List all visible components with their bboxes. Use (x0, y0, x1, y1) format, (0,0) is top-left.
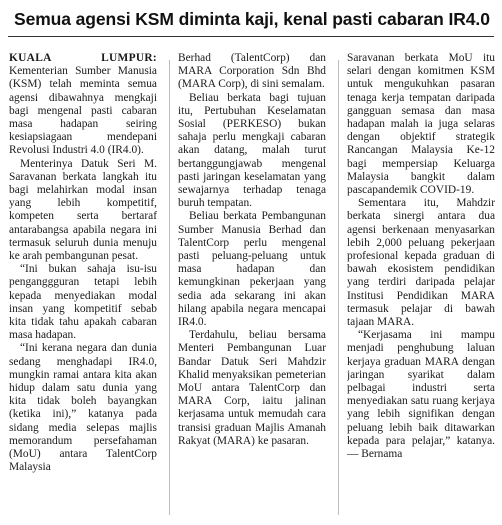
paragraph (9, 52, 157, 158)
paragraph: “Ini bukan sahaja isu-isu penganggguran tetapi lebih kepada menyediakan modal insan yang kompetitif sebab kita tidak tahu apakah cabaran masa hadapan. (9, 263, 157, 342)
article-body (9, 52, 495, 524)
column-divider (338, 60, 339, 515)
dateline: KUALA LUMPUR: (9, 52, 157, 64)
column-divider (169, 60, 170, 515)
paragraph: Sementara itu, Mahdzir berkata sinergi antara dua agensi berkenaan menyasarkan lebih 2,000 peluang pekerjaan profesional kepada graduan di bawah ekosistem pendidikan yang terdiri daripada pelajar Institusi Pendidikan MARA termasuk pelajar di bawah tajaan MARA. (347, 197, 495, 329)
paragraph: Saravanan berkata MoU itu selari dengan komitmen KSM untuk mengukuhkan pasaran tenaga kerja tempatan daripada gangguan semasa dan masa hadapan malah ia juga selaras dengan objektif strategik Rancangan Malaysia Ke-12 bagi mempersiap Keluarga Malaysia bangkit dalam pascapandemik COVID-19. (347, 52, 495, 197)
headline-rule (8, 36, 494, 37)
column-2 (178, 52, 326, 524)
paragraph: Beliau berkata bagi tujuan itu, Pertubuhan Keselamatan Sosial (PERKESO) bukan sahaja perlu mengkaji cabaran akan datang, malah turut bertanggungjawab mengenal pasti jaringan keselamatan yang sewajarnya terhadap tenaga buruh tempatan. (178, 91, 326, 210)
column-1 (9, 52, 157, 524)
paragraph: Menterinya Datuk Seri M. Saravanan berkata langkah itu bagi melahirkan modal insan yang lebih kompetitif, kompeten serta bertaraf antarabangsa apabila negara ini termasuk seluruh dunia menuju ke arah pembangunan pesat. (9, 157, 157, 263)
column-3 (347, 52, 495, 524)
paragraph: Berhad (TalentCorp) dan MARA Corporation Sdn Bhd (MARA Corp), di sini semalam. (178, 52, 326, 91)
paragraph: Beliau berkata Pembangunan Sumber Manusia Berhad dan TalentCorp perlu mengenal pasti peluang-peluang untuk masa hadapan dan kemungkinan pekerjaan yang sedia ada sekarang ini akan hilang apabila negara mencapai IR4.0. (178, 210, 326, 329)
paragraph-text: Kementerian Sumber Manusia (KSM) telah meminta semua agensi dibawahnya mengkaji bagi mengenal pasti cabaran masa hadapan seiring kesiapsiagaan mendepani Revolusi Industri 4.0 (IR4.0). (9, 65, 157, 157)
paragraph: “Kerjasama ini mampu menjadi penghubung laluan kerjaya graduan MARA dengan jaringan syarikat dalam pelbagai industri serta menyediakan satu ruang kerjaya yang lebih signifikan dengan peluang lebih baik ditawarkan kepada para pelajar,” katanya. — Bernama (347, 329, 495, 461)
paragraph: “Ini kerana negara dan dunia sedang menghadapi IR4.0, mungkin ramai antara kita akan hidup dalam satu dunia yang kita tidak boleh bayangkan (ketika ini),” katanya pada sidang media selepas majlis memorandum persefahaman (MoU) antara TalentCorp Malaysia (9, 342, 157, 474)
paragraph: Terdahulu, beliau bersama Menteri Pembangunan Luar Bandar Datuk Seri Mahdzir Khalid menyaksikan pemeterian MoU antara TalentCorp dan MARA Corp, iaitu jalinan kerjasama untuk memudah cara transisi graduan Majlis Amanah Rakyat (MARA) ke pasaran. (178, 329, 326, 447)
article-headline: Semua agensi KSM diminta kaji, kenal pasti cabaran IR4.0 (14, 9, 490, 29)
